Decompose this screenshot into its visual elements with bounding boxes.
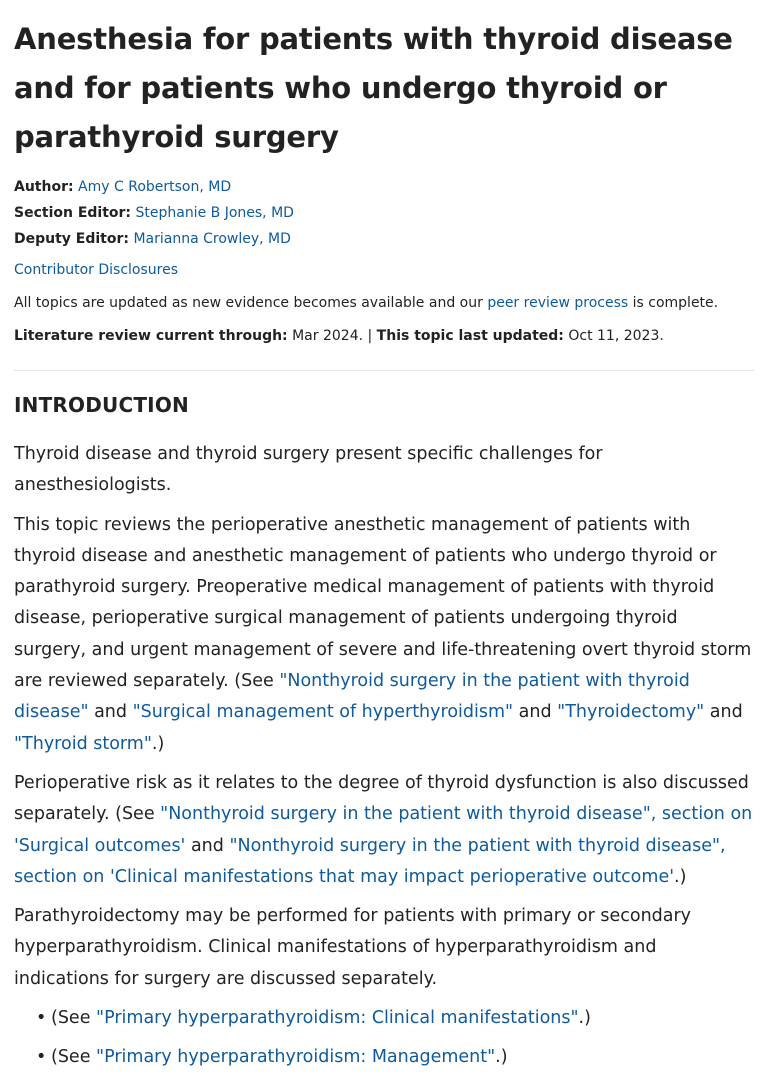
section-editor-label: Section Editor:	[14, 205, 132, 221]
last-updated-value: Oct 11, 2023.	[563, 328, 664, 344]
link-primary-hpt-clinical-manifestations[interactable]: "Primary hyperparathyroidism: Clinical manifestations"	[96, 1008, 579, 1029]
deputy-editor-label: Deputy Editor:	[14, 231, 129, 247]
see-also-list	[14, 1003, 754, 1074]
literature-review-value: Mar 2024. |	[287, 328, 377, 344]
section-heading: INTRODUCTION	[14, 393, 189, 417]
link-thyroidectomy[interactable]: "Thyroidectomy"	[557, 702, 705, 723]
page-title: Anesthesia for patients with thyroid disease and for patients who undergo thyroid or parathyroid surgery	[14, 22, 733, 154]
author-label: Author:	[14, 179, 74, 195]
conjunction-text: and	[88, 702, 133, 723]
list-item-suffix: .)	[495, 1047, 508, 1068]
intro-paragraph-4: Parathyroidectomy may be performed for patients with primary or secondary hyperparathyroidism. Clinical manifestations of hyperparathyroidism and indications for surgery are discussed separately.	[14, 906, 692, 989]
section-editor-link[interactable]: Stephanie B Jones, MD	[135, 205, 294, 221]
list-item-suffix: .)	[578, 1008, 591, 1029]
list-item-prefix: (See	[51, 1008, 97, 1029]
contributor-disclosures-link[interactable]: Contributor Disclosures	[14, 262, 179, 278]
update-note-end: is complete.	[628, 295, 719, 311]
paragraph-text: This topic reviews the perioperative anesthetic management of patients with thyroid disease and anesthetic management of patients who undergo thyroid or parathyroid surgery. Preoperative medical management of patients with thyroid disease, perioperative surgical management of patients undergoing thyroid surgery, and urgent management of severe and life-threatening overt thyroid storm are reviewed separately. (See	[14, 514, 752, 692]
conjunction-text: and	[513, 702, 558, 723]
contributor-disclosures-row	[14, 260, 754, 280]
update-note-text: All topics are updated as new evidence becomes available and our	[14, 295, 488, 311]
closing-text: .)	[151, 733, 165, 754]
link-thyroid-storm[interactable]: "Thyroid storm"	[14, 733, 152, 754]
author-link[interactable]: Amy C Robertson, MD	[78, 179, 232, 195]
conjunction-text: and	[185, 835, 230, 856]
closing-text: .)	[674, 866, 687, 887]
list-item-prefix: (See	[51, 1047, 97, 1068]
link-nonthyroid-clinical-manifestations[interactable]: "Nonthyroid surgery in the patient with thyroid disease", section on 'Clinical manifestations that may impact perioperative outcome'	[14, 835, 726, 887]
review-dates	[14, 326, 754, 346]
link-nonthyroid-surgery[interactable]: "Nonthyroid surgery in the patient with thyroid disease"	[14, 671, 690, 723]
update-note	[14, 293, 754, 313]
deputy-editor-link[interactable]: Marianna Crowley, MD	[133, 231, 291, 247]
peer-review-process-link[interactable]: peer review process	[487, 295, 629, 311]
intro-paragraph-1: Thyroid disease and thyroid surgery present specific challenges for anesthesiologists.	[14, 444, 603, 496]
list-item	[36, 1003, 754, 1034]
last-updated-label: This topic last updated:	[376, 328, 564, 344]
intro-paragraph-2	[14, 510, 754, 760]
link-primary-hpt-management[interactable]: "Primary hyperparathyroidism: Management"	[96, 1047, 496, 1068]
author-block	[14, 174, 754, 252]
conjunction-text: and	[704, 702, 743, 723]
paragraph-text: Perioperative risk as it relates to the degree of thyroid dysfunction is also discussed separately. (See	[14, 772, 749, 825]
link-nonthyroid-surgical-outcomes[interactable]: "Nonthyroid surgery in the patient with thyroid disease", section on 'Surgical outcomes'	[14, 804, 753, 856]
literature-review-label: Literature review current through:	[14, 328, 288, 344]
deputy-editor-line	[14, 226, 754, 252]
link-surgical-management-hyperthyroidism[interactable]: "Surgical management of hyperthyroidism"	[132, 702, 514, 723]
list-item	[36, 1042, 754, 1073]
section-editor-line	[14, 200, 754, 226]
intro-paragraph-3	[14, 768, 754, 893]
author-line	[14, 174, 754, 200]
section-divider	[14, 370, 754, 371]
bullet-dot: •	[36, 1047, 47, 1068]
bullet-dot: •	[36, 1008, 47, 1029]
